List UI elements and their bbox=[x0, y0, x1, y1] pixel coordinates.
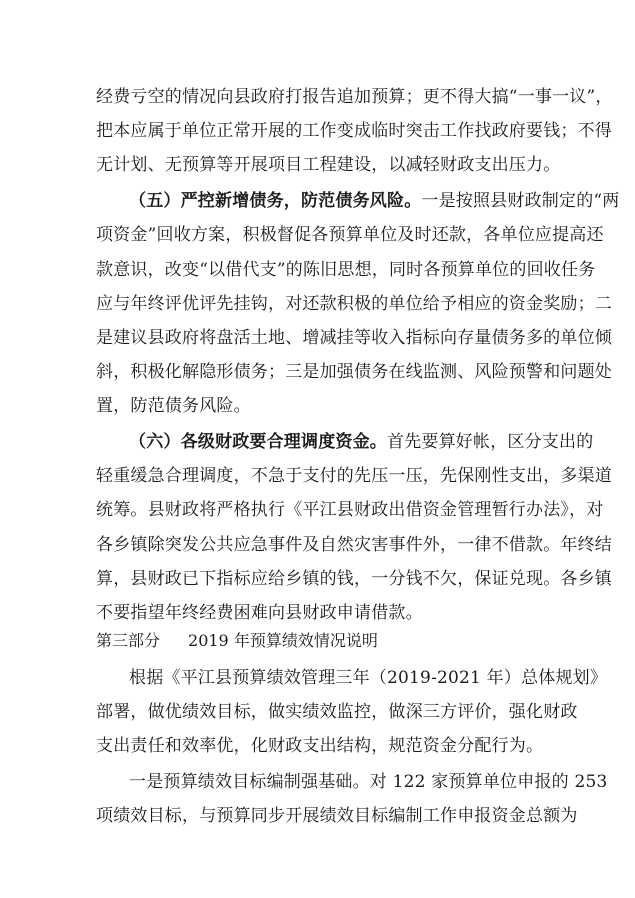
paragraph-text: 首先要算好帐，区分支出的 bbox=[387, 432, 594, 452]
paragraph-line: 款意识，改变“以借代支”的陈旧思想，同时各预算单位的回收任务 bbox=[96, 260, 596, 280]
paragraph-line: 经费亏空的情况向县政府打报告追加预算；更不得大搞“一事一议”， bbox=[96, 87, 613, 107]
section-heading-five: （五）严控新增债务，防范债务风险。 bbox=[129, 191, 422, 211]
paragraph-line: 项资金”回收方案，积极督促各预算单位及时还款，各单位应提高还 bbox=[96, 225, 604, 245]
paragraph-line: 不要指望年终经费困难向县财政申请借款。 bbox=[96, 603, 423, 623]
paragraph-line: 轻重缓急合理调度，不急于支付的先压一压，先保刚性支出，多渠道 bbox=[96, 466, 612, 486]
paragraph-line bbox=[129, 427, 594, 457]
paragraph-line: 把本应属于单位正常开展的工作变成临时突击工作找政府要钱；不得 bbox=[96, 121, 612, 141]
paragraph-line: 各乡镇除突发公共应急事件及自然灾害事件外，一律不借款。年终结 bbox=[96, 535, 612, 555]
paragraph-line: 支出责任和效率优，化财政支出结构，规范资金分配行为。 bbox=[96, 736, 544, 756]
paragraph-line: 置，防范债务风险。 bbox=[96, 396, 251, 416]
part-title: 2019 年预算绩效情况说明 bbox=[188, 631, 378, 650]
section-heading-six: （六）各级财政要合理调度资金。 bbox=[129, 432, 387, 452]
paragraph-line: 根据《平江县预算绩效管理三年（2019-2021 年）总体规划》 bbox=[129, 668, 608, 688]
paragraph-line: 是建议县政府将盘活土地、增减挂等收入指标向存量债务多的单位倾 bbox=[96, 328, 612, 348]
paragraph-line bbox=[129, 186, 620, 216]
paragraph-line: 算，县财政已下指标应给乡镇的钱，一分钱不欠，保证兑现。各乡镇 bbox=[96, 569, 612, 589]
paragraph-line: 项绩效目标，与预算同步开展绩效目标编制工作申报资金总额为 bbox=[96, 806, 578, 826]
paragraph-line: 无计划、无预算等开展项目工程建设，以减轻财政支出压力。 bbox=[96, 155, 561, 175]
paragraph-line: 应与年终评优评先挂钩，对还款积极的单位给予相应的资金奖励；二 bbox=[96, 294, 612, 314]
part-heading bbox=[96, 626, 378, 656]
paragraph-line: 部署，做优绩效目标，做实绩效监控，做深三方评价，强化财政 bbox=[96, 702, 578, 722]
paragraph-line: 斜，积极化解隐形债务；三是加强债务在线监测、风险预警和问题处 bbox=[96, 362, 612, 382]
paragraph-line: 统筹。县财政将严格执行《平江县财政出借资金管理暂行办法》，对 bbox=[96, 500, 604, 520]
paragraph-line: 一是预算绩效目标编制强基础。对 122 家预算单位申报的 253 bbox=[129, 772, 608, 792]
paragraph-text: 一是按照县财政制定的“两 bbox=[421, 191, 620, 211]
part-label: 第三部分 bbox=[96, 631, 161, 650]
